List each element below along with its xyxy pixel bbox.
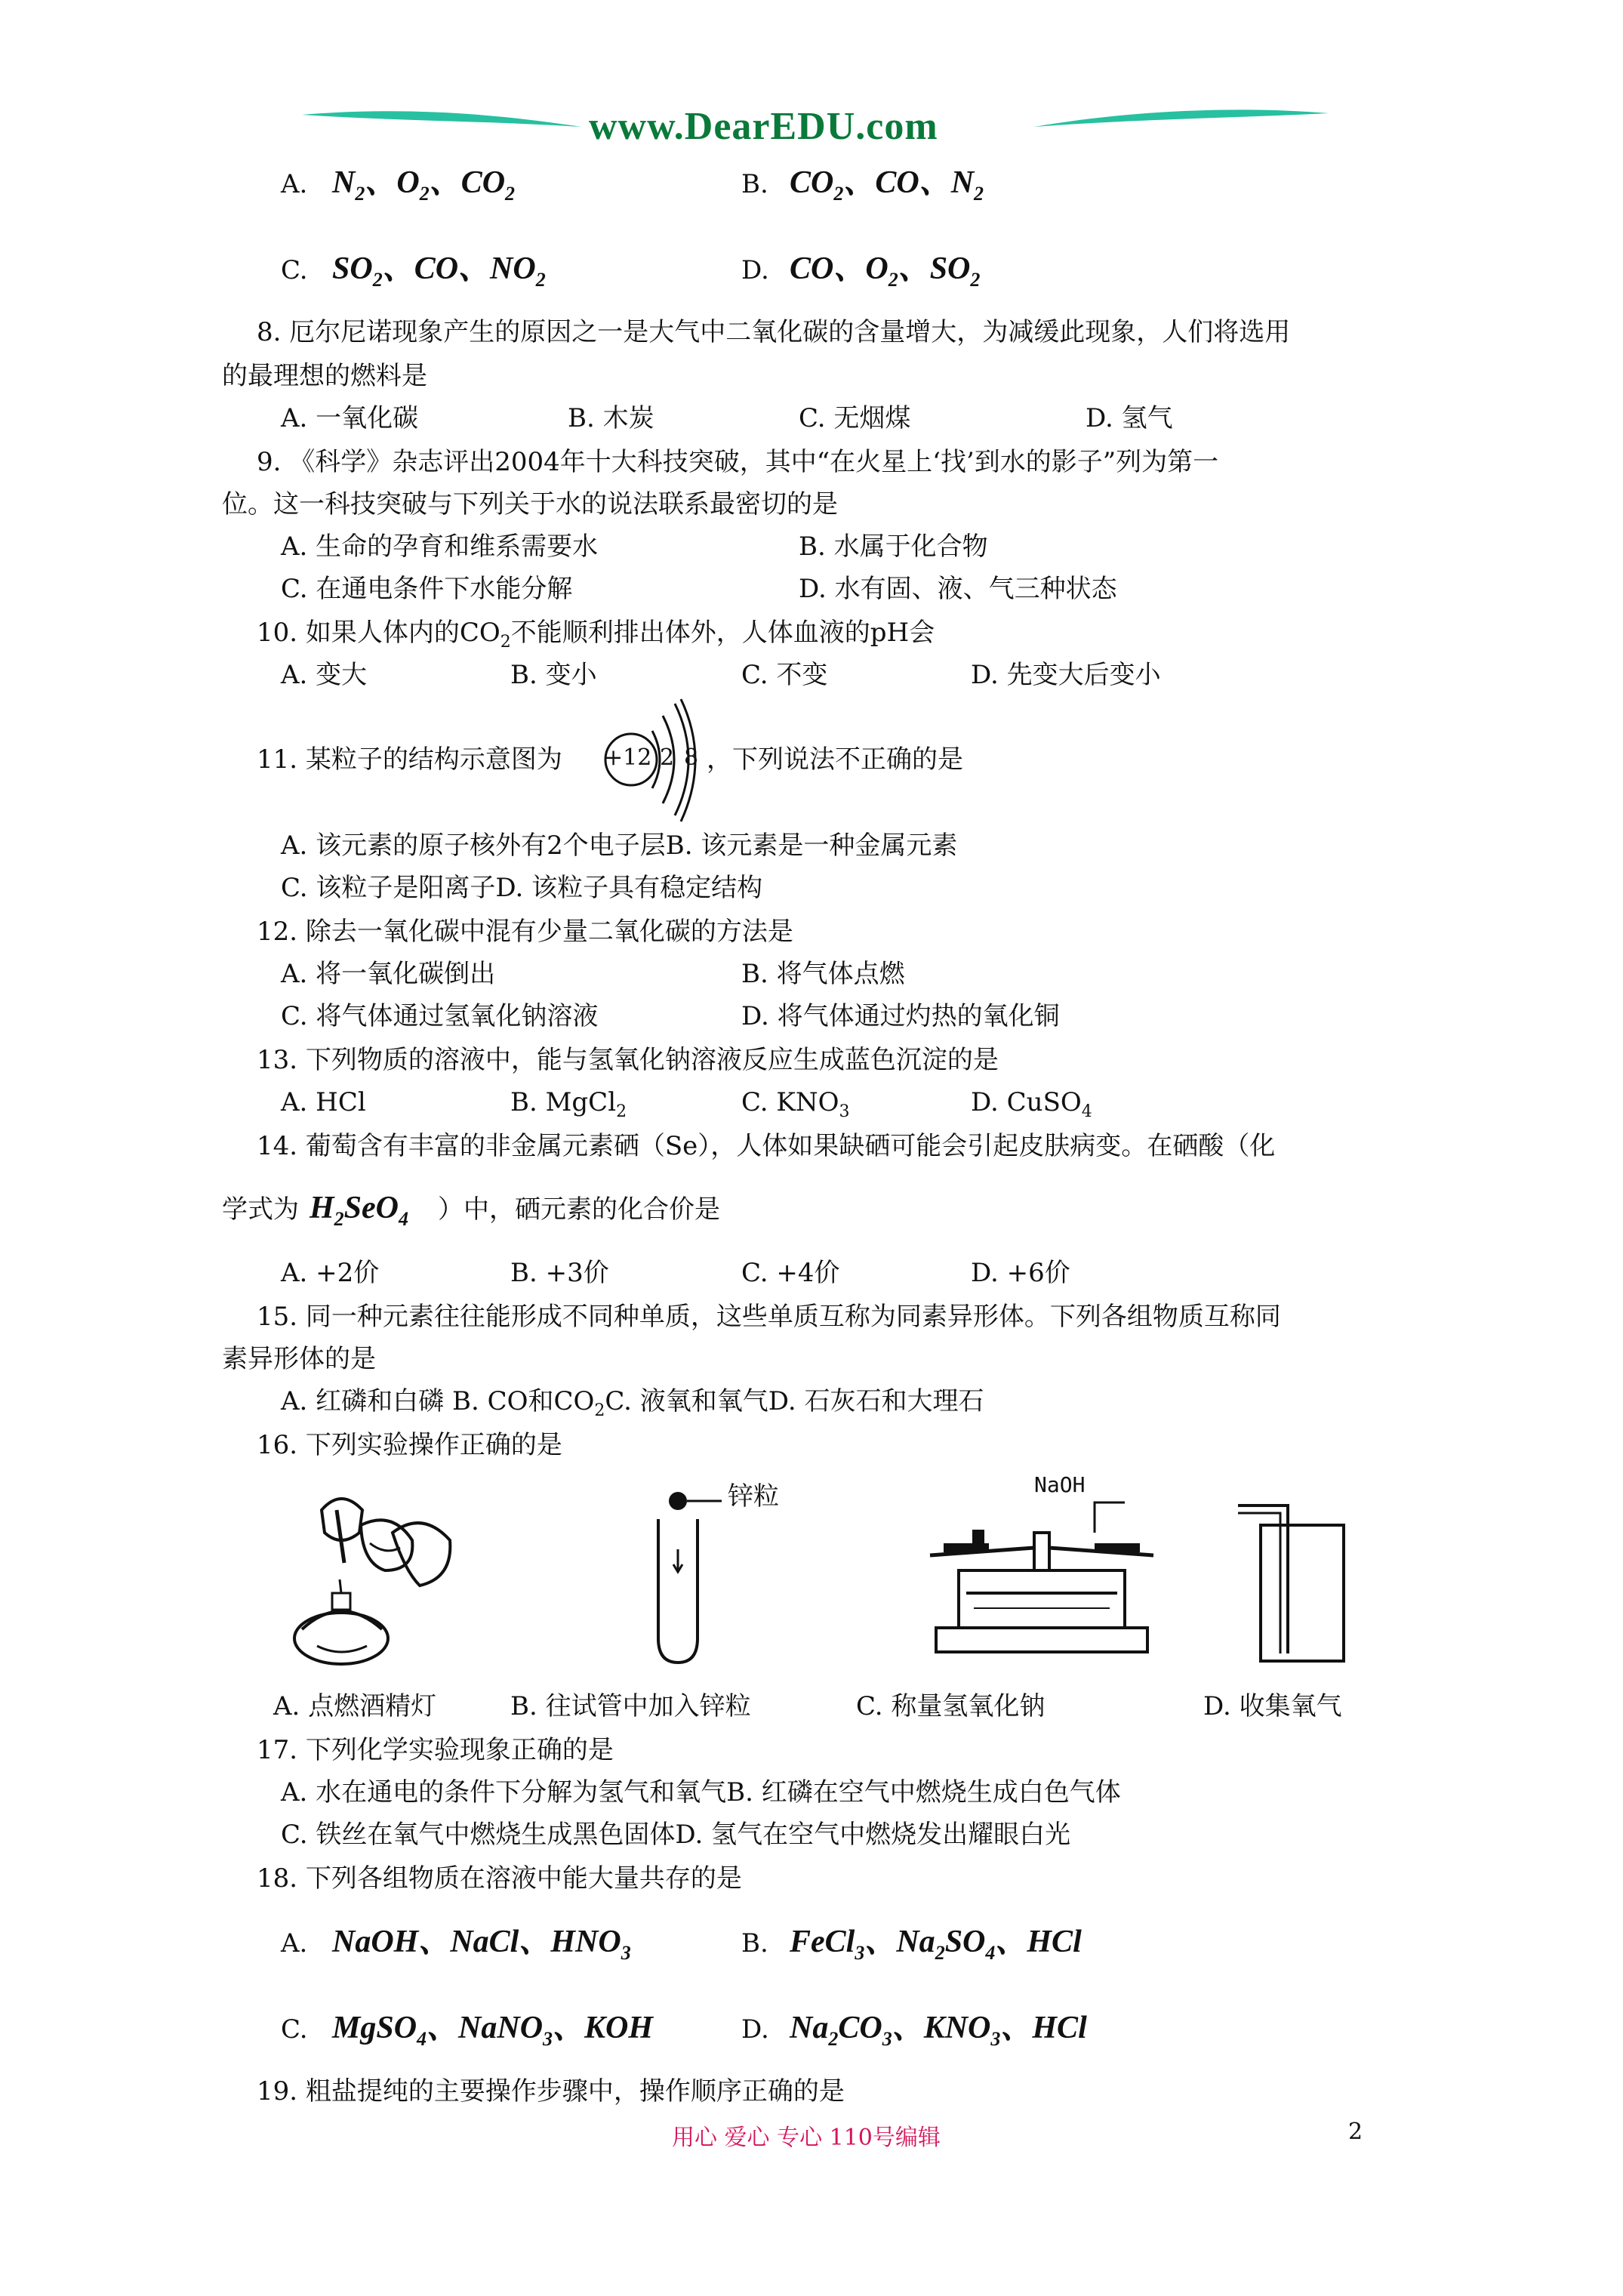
q11-stem-pre: 11. 某粒子的结构示意图为 (257, 744, 562, 775)
q7-option-d-label: D. (741, 255, 769, 285)
q14-option-a: A. +2价 (281, 1258, 380, 1288)
q13-option-c-text: C. KNO (741, 1087, 839, 1117)
q14-stem-line2-post: ）中，硒元素的化合价是 (438, 1194, 720, 1225)
q13-option-d-text: D. CuSO (971, 1087, 1082, 1117)
q18-stem: 18. 下列各组物质在溶液中能大量共存的是 (257, 1863, 742, 1894)
q12-stem: 12. 除去一氧化碳中混有少量二氧化碳的方法是 (257, 917, 793, 947)
q9-stem-line2: 位。这一科技突破与下列关于水的说法联系最密切的是 (222, 489, 838, 519)
q13-option-b-text: B. MgCl (510, 1087, 617, 1117)
q13-option-c (741, 1086, 849, 1129)
q18-option-a-formula: NaOH、NaCl、$HNO_3$ (332, 1925, 631, 1964)
q18-option-d-formula: $Na_2CO_3$、$KNO_3$、HCl (790, 2011, 1087, 2050)
q19-stem: 19. 粗盐提纯的主要操作步骤中，操作顺序正确的是 (257, 2076, 845, 2106)
q12-option-d: D. 将气体通过灼热的氧化铜 (741, 1001, 1060, 1031)
q15-stem-line2: 素异形体的是 (222, 1344, 376, 1374)
q13-option-d (971, 1086, 1092, 1129)
q11-options-line2: C. 该粒子是阳离子D. 该粒子具有稳定结构 (281, 873, 763, 903)
q15-stem-line1: 15. 同一种元素往往能形成不同种单质，这些单质互称为同素异形体。下列各组物质互称同 (257, 1302, 1281, 1332)
q7-option-a-label: A. (281, 169, 308, 199)
q7-option-b-formula: $CO_2$、CO、$N_2$ (790, 165, 984, 205)
q14-option-b: B. +3价 (510, 1258, 609, 1288)
q10-option-b: B. 变小 (510, 660, 597, 690)
q8-stem-line1: 8. 厄尔尼诺现象产生的原因之一是大气中二氧化碳的含量增大，为减缓此现象，人们将选用 (257, 317, 1291, 347)
q7-option-c-formula: $SO_2$、CO、$NO_2$ (332, 251, 546, 291)
q17-options-line1: A. 水在通电的条件下分解为氢气和氧气B. 红磷在空气中燃烧生成白色气体 (281, 1777, 1121, 1808)
q13-option-c-sub: 3 (839, 1102, 850, 1121)
q9-option-b: B. 水属于化合物 (799, 532, 988, 562)
atom-shell-1-count: 2 (660, 744, 675, 771)
q18-option-a-label: A. (281, 1928, 308, 1959)
gas-collection-bottle-illustration (1230, 1495, 1381, 1691)
q7-option-d-formula: CO、$O_2$、$SO_2$ (790, 251, 981, 291)
q14-formula: $H_2SeO_4$ (310, 1191, 409, 1230)
site-title: www.DearEDU.com (589, 105, 938, 148)
q9-option-d: D. 水有固、液、气三种状态 (799, 574, 1117, 604)
q11-options-line1: A. 该元素的原子核外有2个电子层B. 该元素是一种金属元素 (281, 831, 958, 861)
q15-options-pre: A. 红磷和白磷 B. CO和CO (281, 1386, 595, 1416)
q18-option-b-formula: FeCl$_3$、$Na_2SO_4$、HCl (790, 1925, 1082, 1964)
q10-stem-sub: 2 (500, 632, 511, 652)
q10-option-d: D. 先变大后变小 (971, 660, 1161, 690)
q18-option-b-label: B. (741, 1928, 768, 1959)
q9-option-a: A. 生命的孕育和维系需要水 (281, 532, 599, 562)
q7-option-b-label: B. (741, 169, 768, 199)
q9-stem-line1: 9. 《科学》杂志评出2004年十大科技突破，其中“在火星上‘找’到水的影子”列为第一 (257, 447, 1219, 477)
q8-option-c: C. 无烟煤 (799, 403, 911, 433)
q14-option-d: D. +6价 (971, 1258, 1070, 1288)
q17-options-line2: C. 铁丝在氧气中燃烧生成黑色固体D. 氢气在空气中燃烧发出耀眼白光 (281, 1820, 1071, 1850)
page-number: 2 (1348, 2119, 1363, 2145)
naoh-label: NaOH (1034, 1472, 1086, 1497)
q14-stem-line2-pre: 学式为 (222, 1194, 299, 1225)
q12-option-b: B. 将气体点燃 (741, 959, 905, 989)
q16-stem: 16. 下列实验操作正确的是 (257, 1430, 562, 1460)
q10-stem-pre: 10. 如果人体内的CO (257, 618, 500, 648)
atom-nucleus-charge: +12 (604, 744, 652, 771)
q8-option-d: D. 氢气 (1086, 403, 1173, 433)
q16-option-c: C. 称量氢氧化钠 (856, 1691, 1046, 1721)
q16-option-d: D. 收集氧气 (1203, 1691, 1342, 1721)
q13-option-b (510, 1086, 627, 1129)
q15-options-post: C. 液氧和氧气D. 石灰石和大理石 (605, 1386, 984, 1416)
q13-option-d-sub: 4 (1081, 1102, 1092, 1121)
q13-option-b-sub: 2 (616, 1102, 627, 1121)
q17-stem: 17. 下列化学实验现象正确的是 (257, 1735, 614, 1765)
q18-option-c-label: C. (281, 2014, 308, 2045)
q7-option-a-formula: $N_2$、$O_2$、$CO_2$ (332, 165, 516, 205)
q8-stem-line2: 的最理想的燃料是 (222, 361, 427, 391)
q16-option-a: A. 点燃酒精灯 (273, 1691, 437, 1721)
q10-stem (257, 616, 935, 659)
q7-option-c-label: C. (281, 255, 308, 285)
atom-shell-2-count: 8 (684, 744, 699, 771)
q14-stem-line1: 14. 葡萄含有丰富的非金属元素硒（Se），人体如果缺硒可能会引起皮肤病变。在硒酸（化 (257, 1131, 1276, 1161)
footer-text: 用心 爱心 专心 110号编辑 (672, 2125, 941, 2151)
q12-option-a: A. 将一氧化碳倒出 (281, 959, 496, 989)
q10-option-a: A. 变大 (281, 660, 368, 690)
q13-stem: 13. 下列物质的溶液中，能与氢氧化钠溶液反应生成蓝色沉淀的是 (257, 1045, 999, 1075)
q14-option-c: C. +4价 (741, 1258, 840, 1288)
q16-option-b: B. 往试管中加入锌粒 (510, 1691, 751, 1721)
q12-option-c: C. 将气体通过氢氧化钠溶液 (281, 1001, 599, 1031)
q18-option-c-formula: MgSO$_4$、NaNO$_3$、KOH (332, 2011, 654, 2050)
q15-options-sub: 2 (594, 1401, 605, 1420)
q10-option-c: C. 不变 (741, 660, 828, 690)
q15-options (281, 1385, 984, 1428)
q18-option-d-label: D. (741, 2014, 769, 2045)
q8-option-b: B. 木炭 (568, 403, 654, 433)
alcohol-lamp-illustration (272, 1480, 468, 1676)
balance-scale-illustration (921, 1480, 1163, 1669)
q8-option-a: A. 一氧化碳 (281, 403, 419, 433)
q9-option-c: C. 在通电条件下水能分解 (281, 574, 573, 604)
q11-stem-post: ，下列说法不正确的是 (707, 744, 963, 775)
zinc-granule-label: 锌粒 (728, 1481, 779, 1512)
q13-option-a: A. HCl (281, 1087, 366, 1117)
q10-stem-post: 不能顺利排出体外，人体血液的pH会 (510, 618, 935, 648)
